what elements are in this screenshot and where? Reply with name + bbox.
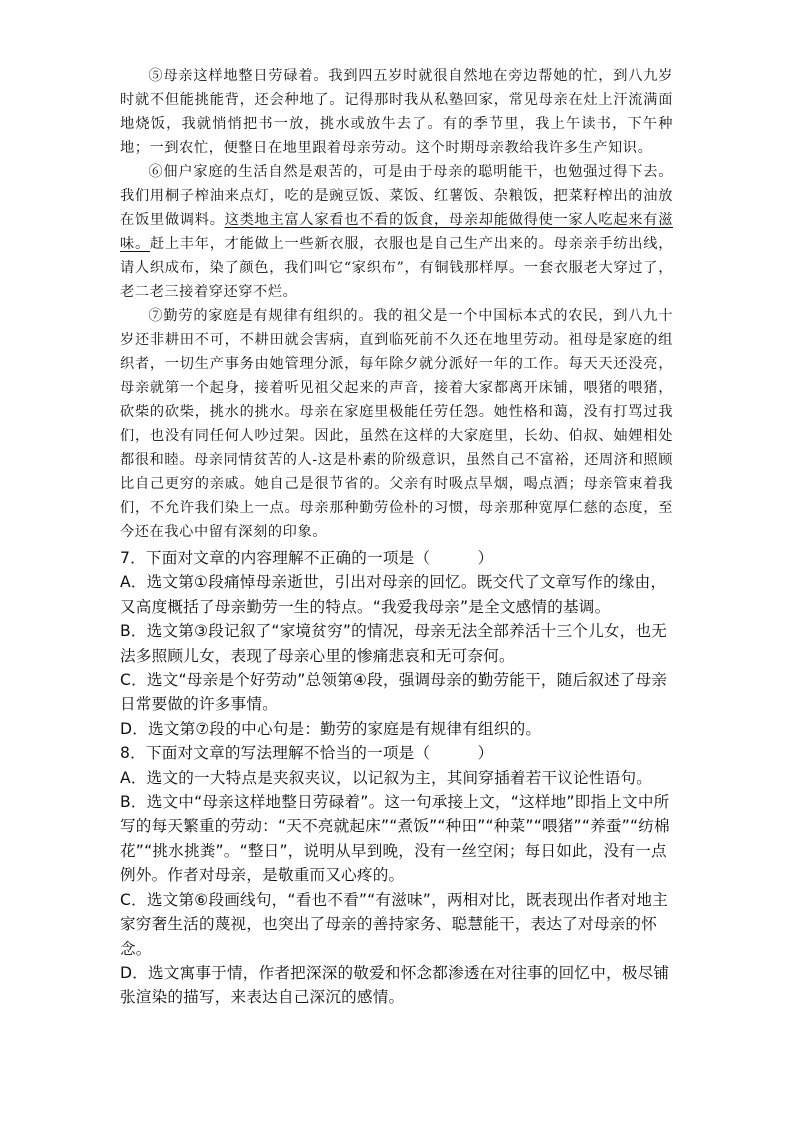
question-7-option-a: A．选文第①段痛悼母亲逝世，引出对母亲的回忆。既交代了文章写作的缘由，又高度概括了母亲勤劳一生的特点。“我爱我母亲”是全文感情的基调。: [120, 573, 667, 616]
question-8-option-d: D．选文寓事于情，作者把深深的敬爱和怀念都渗透在对往事的回忆中，极尽铺张渲染的描写，来表达自己深沉的感情。: [120, 963, 670, 1007]
questions-section: [120, 546, 673, 1010]
question-8-option-a: A．选文的一大特点是夹叙夹议，以记叙为主，其间穿插着若干议论性语句。: [120, 768, 653, 787]
question-8-option-b: B．选文中“母亲这样地整日劳碌着”。这一句承接上文，“这样地”即指上文中所写的每天繁重的劳动：“天不亮就起床”“煮饭”“种田”“种菜”“喂猪”“养蚕”“纺棉花”“挑水挑粪”。“整日”，说明从早到晚，没有一丝空闲；每日如此，没有一点例外。作者对母亲，是敬重而又心疼的。: [120, 793, 670, 885]
question-7-option-c: C．选文“母亲是个好劳动”总领第④段，强调母亲的勤劳能干，随后叙述了母亲日常要做的许多事情。: [120, 671, 668, 714]
question-8-option-c: C．选文第⑥段画线句，“看也不看”“有滋味”，两相对比，既表现出作者对地主家穷奢生活的蔑视，也突出了母亲的善持家务、聪慧能干，表达了对母亲的怀念。: [120, 890, 668, 958]
underlined-sentence: 这类地主富人家看也不看的饭食，母亲却能做得使一家人吃起来有滋味。: [120, 212, 673, 252]
paragraph-6-text-after: 赶上丰年，才能做上一些新衣服，衣服也是自己生产出来的。母亲亲手纺出线，请人织成布，染了颜色，我们叫它“家织布”，有铜钱那样厚。一套衣服老大穿过了，老二老三接着穿还穿不烂。: [120, 236, 673, 300]
paragraph-6-text-before: ⑥佃户家庭的生活自然是艰苦的，可是由于母亲的聪明能干，也勉强过得下去。我们用桐子榨油来点灯，吃的是豌豆饭、菜饭、红薯饭、杂粮饭，把菜籽榨出的油放在饭里做调料。: [120, 164, 673, 228]
reading-passage: [120, 64, 673, 544]
paragraph-6: [120, 160, 673, 304]
question-7-option-b: B．选文第③段记叙了“家境贫穷”的情况，母亲无法全部养活十三个儿女，也无法多照顾儿女，表现了母亲心里的惨痛悲哀和无可奈何。: [120, 622, 668, 665]
question-7-stem: 7．下面对文章的内容理解不正确的一项是（ ）: [120, 549, 494, 567]
question-7-option-d: D．选文第⑦段的中心句是：勤劳的家庭是有规律有组织的。: [120, 719, 542, 738]
paragraph-5: ⑤母亲这样地整日劳碌着。我到四五岁时就很自然地在旁边帮她的忙，到八九岁时就不但能挑能背，还会种地了。记得那时我从私塾回家，常见母亲在灶上汗流满面地烧饭，我就悄悄把书一放，挑水或放牛去了。有的季节里，我上午读书，下午种地；一到农忙，便整日在地里跟着母亲劳动。这个时期母亲教给我许多生产知识。: [120, 68, 673, 156]
paragraph-7: ⑦勤劳的家庭是有规律有组织的。我的祖父是一个中国标本式的农民，到八九十岁还非耕田不可，不耕田就会害病，直到临死前不久还在地里劳动。祖母是家庭的组织者，一切生产事务由她管理分派，每年除夕就分派好一年的工作。每天天还没亮，母亲就第一个起身，接着听见祖父起来的声音，接着大家都离开床铺，喂猪的喂猪，砍柴的砍柴，挑水的挑水。母亲在家庭里极能任劳任怨。她性格和蔼，没有打骂过我们，也没有同任何人吵过架。因此，虽然在这样的大家庭里，长幼、伯叔、妯娌相处都很和睦。母亲同情贫苦的人-这是朴素的阶级意识，虽然自己不富裕，还周济和照顾比自己更穷的亲戚。她自己是很节省的。父亲有时吸点旱烟，喝点酒；母亲管束着我们，不允许我们染上一点。母亲那种勤劳俭朴的习惯，母亲那种宽厚仁慈的态度，至今还在我心中留有深刻的印象。: [120, 308, 673, 540]
question-8-stem: 8．下面对文章的写法理解不恰当的一项是（ ）: [120, 744, 494, 763]
